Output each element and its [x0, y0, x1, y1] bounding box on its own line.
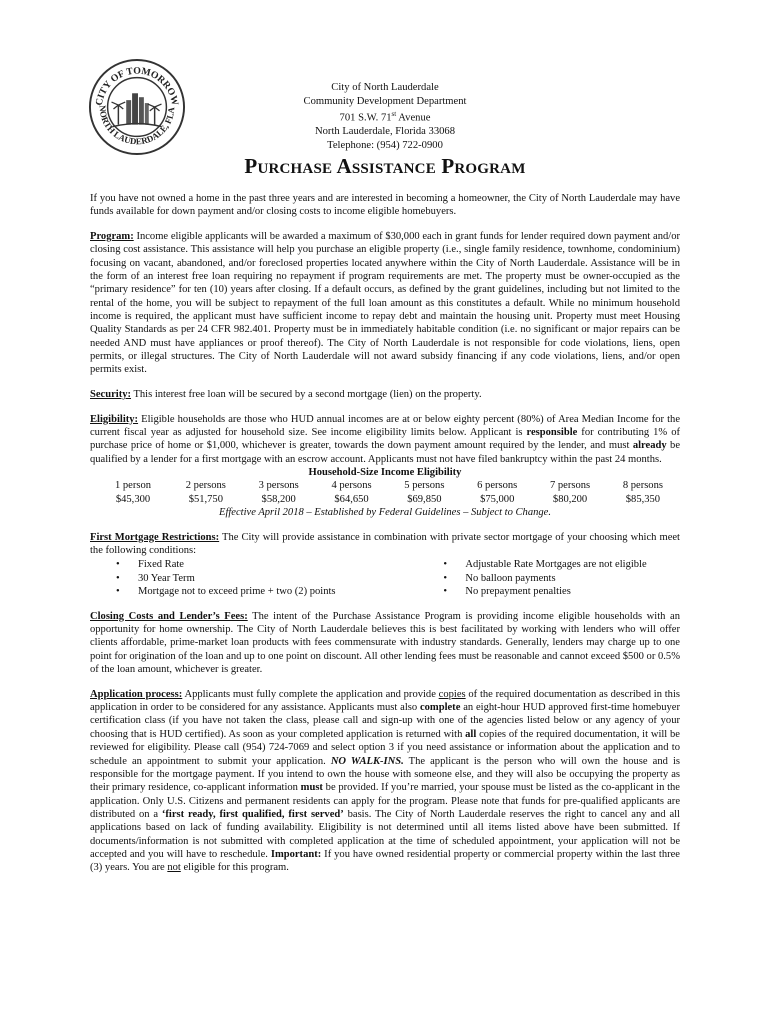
list-item: • Mortgage not to exceed prime + two (2) points: [116, 586, 336, 598]
income-limit-cell: $51,750: [188, 493, 223, 505]
letterhead: [250, 81, 520, 153]
income-limit-cell: $85,350: [625, 493, 661, 505]
city-name: City of North Lauderdale: [331, 82, 439, 93]
household-size-cell: 3 persons: [258, 480, 299, 492]
bullet-icon: •: [116, 586, 120, 598]
bullet-icon: •: [116, 572, 120, 584]
household-size-cell: 5 persons: [404, 480, 445, 492]
income-table-title: Household-Size Income Eligibility: [308, 467, 462, 479]
department-name: Community Development Department: [303, 95, 467, 107]
eligibility-section: Eligibility: Eligible households are those who HUD annual incomes are at or below eighty percent (80%) of Area Median Income for the current fiscal year as adjusted for household size. See income eligibility limits below. Applicant is responsible for contributing 1% of purchase price of home or $1,000, whichever is greater, towards the down payment amount required by the lender, and must already be qualified by a lender for a first mortgage with an escrow account. Applicants must not have filed bankruptcy within the past 24 months.: [90, 413, 681, 465]
income-limit-cell: $69,850: [407, 493, 442, 505]
list-item: • Fixed Rate: [116, 559, 184, 571]
income-limit-cell: $58,200: [261, 493, 296, 505]
income-table-limits-row: [90, 493, 680, 506]
bullet-icon: •: [443, 572, 448, 584]
application-process-heading: Application process:: [90, 688, 183, 700]
income-limit-cell: $80,200: [552, 493, 588, 505]
program-section: Program: Income eligible applicants will be awarded a maximum of $30,000 each in grant funds for lender required down payment and/or closing cost assistance. This assistance will help you purchase an eligible property (i.e., single family residence, townhome, condominium) focusing on vacant, abandoned, and/or foreclosed properties located anywhere within the City of North Lauderdale. Assistance will be in the form of an interest free loan requiring no repayment if program requirements are met. The property must be owner-occupied as the “primary residence” for ten (10) years after closing. If a default occurs, as defined by the grant guidelines, including but not limited to the rental of the home, you will be subject to repayment of the full loan amount as this constitutes a default. While no minimum household income is required, the applicant must have sufficient income to repay debt and maintain the housing unit. Property must meet Housing Quality Standards as per 24 CFR 982.401. Property must be in immediately habitable condition (i.e. no significant or major repairs can be needed AND must have appliances or proof thereof). The City of North Lauderdale is not responsible for code violations, liens, open permits, or illegal structures. The City of North Lauderdale will not award subsidy financing if any code violations, liens, and/or open permits exist.: [90, 230, 680, 376]
city-seal-logo: [88, 58, 186, 156]
list-item: • Adjustable Rate Mortgages are not eligible: [443, 559, 647, 571]
intro-paragraph: If you have not owned a home in the past three years and are interested in becoming a homeowner, the City of North Lauderdale may have funds available for down payment and/or closing costs to income eligible homebuyers.: [90, 193, 680, 218]
income-table-sizes-row: [90, 479, 680, 492]
household-size-cell: 7 persons: [549, 480, 591, 492]
income-table-note: Effective April 2018 – Established by Federal Guidelines – Subject to Change.: [219, 507, 551, 519]
list-item: • 30 Year Term: [116, 572, 195, 584]
first-mortgage-section: First Mortgage Restrictions: The City will provide assistance in combination with private sector mortgage of your choosing which meet the following conditions:: [90, 531, 680, 557]
page-title: Purchase Assistance Program: [244, 154, 526, 178]
bullet-icon: •: [443, 559, 448, 571]
list-item: • No balloon payments: [443, 572, 556, 584]
income-limit-cell: $75,000: [480, 493, 515, 505]
income-limit-cell: $64,650: [334, 493, 369, 505]
closing-costs-heading: Closing Costs and Lender’s Fees:: [90, 610, 248, 622]
household-size-cell: 8 persons: [622, 480, 663, 492]
application-process-section: Application process: Applicants must fully complete the application and provide copies of the required documentation as described in this application in order to be considered for any assistance. Applicants must also complete an eight-hour HUD approved first-time homebuyer certification class (if you have not taken the class, please call and sign-up with one of the agencies listed below or any agency of your choosing that is HUD certified). As soon as your completed application is returned with all copies of the required documentation, it will be reviewed for eligibility. Please call (954) 724-7069 and select option 3 if you need assistance or information about the application and to schedule an appointment to submit your application. NO WALK-INS. The applicant is the person who will own the house and is responsible for the mortgage payment. If you intend to own the house with someone else, and they will also be occupying the property as their primary residence, co-applicant information must be provided. If you’re married, your spouse must be listed as the co-applicant in the application. Only U.S. Citizens and permanent residents can apply for the program. Please note that funds for pre-qualified applicants are distributed on a ‘first ready, first qualified, first served’ basis. The City of North Lauderdale reserves the right to cancel any and all applications based on lack of funding availability. Eligibility is not determined until all items listed above have been submitted. If documents/information is not submitted with completed application at the time of scheduled appointment, your application will not be accepted and you will have to reschedule. Important: If you have owned residential property or commercial property within the last three (3) years. You are not eligible for this program.: [90, 688, 680, 874]
svg-text:CITY OF TOMORROW: CITY OF TOMORROW: [93, 65, 181, 107]
svg-text:NORTH LAUDERDALE, FLA.: NORTH LAUDERDALE, FLA: [97, 104, 177, 147]
bullet-icon: •: [116, 559, 120, 571]
conditions-right-column: [443, 558, 680, 598]
list-item: • No prepayment penalties: [443, 586, 571, 598]
household-size-cell: 2 persons: [185, 480, 226, 492]
first-mortgage-heading: First Mortgage Restrictions:: [90, 531, 220, 543]
income-limit-cell: $45,300: [115, 493, 151, 505]
closing-costs-section: Closing Costs and Lender’s Fees: The intent of the Purchase Assistance Program is providing income eligible households with an opportunity for home ownership. The City of North Lauderdale believes this is best facilitated by working with lenders who will offer clients affordable, prime-market loan products with fees commensurate with industry standards. Generally, lenders may charge up to one point for origination of the loan and up to one point on discount. All other lending fees must be reasonable and cannot exceed $500 or 0.5% of the loan amount, whichever is greater.: [90, 610, 680, 676]
bullet-icon: •: [443, 586, 448, 598]
mortgage-conditions-list: [90, 558, 680, 598]
conditions-left-column: [116, 558, 443, 598]
document-body: [90, 192, 680, 886]
security-section: Security: This interest free loan will be secured by a second mortgage (lien) on the property.: [90, 389, 482, 401]
household-size-cell: 6 persons: [477, 480, 518, 492]
program-heading: Program:: [90, 230, 134, 242]
street-address: 701 S.W. 71st Avenue: [339, 110, 431, 124]
city-state-zip: North Lauderdale, Florida 33068: [314, 126, 456, 138]
eligibility-heading: Eligibility:: [90, 413, 139, 425]
household-size-cell: 4 persons: [331, 480, 372, 492]
security-heading: Security:: [90, 389, 132, 401]
telephone: Telephone: (954) 722-0900: [327, 139, 443, 151]
household-size-cell: 1 person: [114, 480, 152, 492]
